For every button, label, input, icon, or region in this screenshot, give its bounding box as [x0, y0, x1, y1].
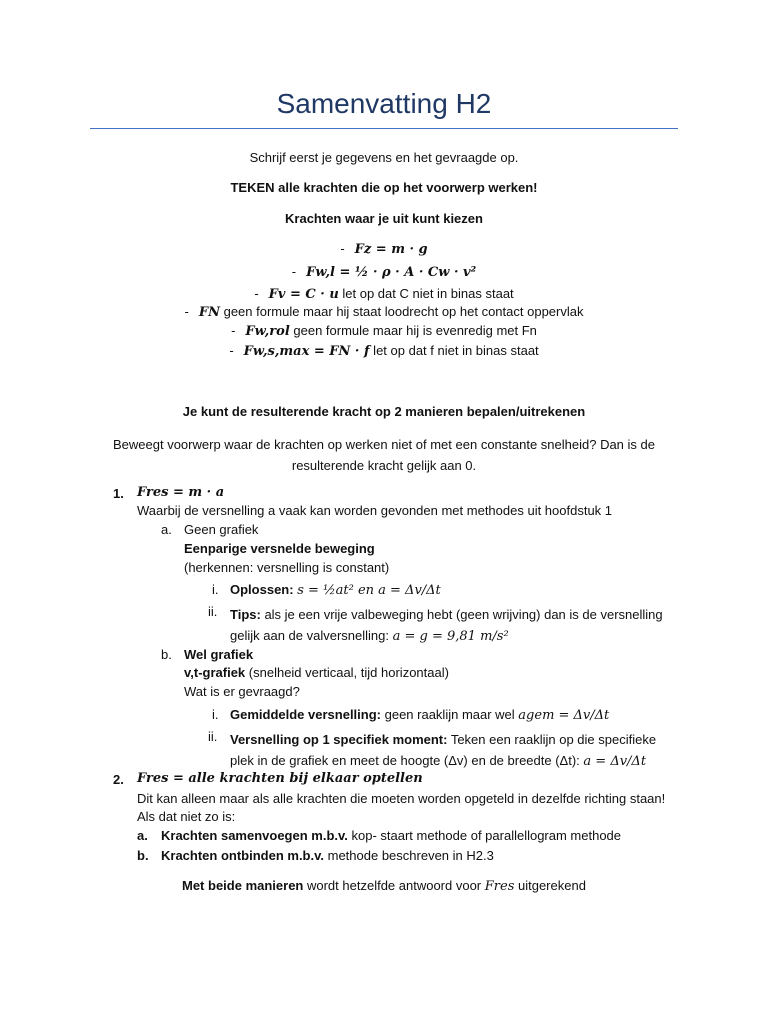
item-1-number: 1. [113, 486, 124, 501]
force-formula: Fw,l = ½ · ρ · A · Cw · v² [306, 265, 477, 280]
force-note: let op dat f niet in binas staat [369, 343, 539, 358]
item-1a-ii-text [230, 604, 678, 647]
item-1b-i-bold: Gemiddelde versnelling: [230, 707, 381, 722]
item-1b-i-label: i. [212, 707, 219, 722]
force-formula: Fw,rol [245, 324, 290, 339]
item-1a-label: a. [161, 522, 172, 537]
force-item [0, 304, 768, 320]
force-item [0, 286, 768, 302]
item-1b-vt-bold: v,t-grafiek [184, 665, 246, 680]
intro-line-1: Schrijf eerst je gegevens en het gevraagde op. [249, 150, 519, 165]
item-2a-text: kop- staart methode of parallellogram methode [347, 828, 622, 843]
item-2-formula: Fres = alle krachten bij elkaar optellen [137, 771, 423, 786]
item-1a-ii-bold: Tips: [230, 607, 261, 622]
item-1-description: Waarbij de versnelling a vaak kan worden gevonden met methodes uit hoofdstuk 1 [137, 503, 613, 518]
question-paragraph: Beweegt voorwerp waar de krachten op werken niet of met een constante snelheid? Dan is de resulterende kracht gelijk aan 0. [113, 437, 655, 473]
item-1b-ii-bold: Versnelling op 1 specifiek moment: [230, 732, 448, 747]
item-1a-i-label: i. [212, 582, 219, 597]
item-2a-line [161, 828, 621, 843]
item-1b-vt-text: (snelheid verticaal, tijd horizontaal) [245, 665, 449, 680]
item-1b-label: b. [161, 647, 172, 662]
item-1b-vt-line [184, 665, 449, 680]
item-1b-ii-text [230, 729, 680, 772]
methods-heading: Je kunt de resulterende kracht op 2 manieren bepalen/uitrekenen [182, 404, 586, 419]
list-dash: - [229, 343, 234, 358]
item-2-line-2: Als dat niet zo is: [137, 809, 236, 824]
page-title: Samenvatting H2 [276, 88, 492, 119]
force-note: geen formule maar hij staat loodrecht op het contact oppervlak [219, 304, 584, 319]
intro-line-2: TEKEN alle krachten die op het voorwerp werken! [230, 180, 538, 195]
list-dash: - [254, 286, 259, 301]
item-2b-line [161, 848, 494, 863]
force-formula: FN [198, 305, 220, 320]
conclusion-bold: Met beide manieren [182, 878, 304, 893]
item-1a-i-bold: Oplossen: [230, 582, 294, 597]
item-1b-ii-label: ii. [208, 729, 218, 744]
force-formula: Fw,s,max = FN · f [243, 344, 370, 359]
item-2-line-1: Dit kan alleen maar als alle krachten die moeten worden opgeteld in dezelfde richting staan! [137, 791, 666, 806]
item-1-formula: Fres = m · a [137, 485, 225, 500]
item-1b-i-line [230, 707, 609, 723]
force-note: geen formule maar hij is evenredig met Fn [289, 323, 537, 338]
item-1a-bold: Eenparige versnelde beweging [184, 541, 375, 556]
force-note: let op dat C niet in binas staat [338, 286, 514, 301]
force-item [0, 264, 768, 280]
force-formula: Fv = C · u [268, 287, 339, 302]
list-dash: - [231, 323, 236, 338]
force-formula: Fz = m · g [354, 242, 428, 257]
item-1b-ii-formula: a = Δv/Δt [583, 754, 647, 769]
title-divider [90, 128, 678, 129]
item-1b-i-body: geen raaklijn maar wel [381, 707, 519, 722]
item-1b-title: Wel grafiek [184, 647, 254, 662]
item-2a-label: a. [137, 828, 148, 843]
item-2b-text: methode beschreven in H2.3 [324, 848, 494, 863]
item-2a-bold: Krachten samenvoegen m.b.v. [161, 828, 348, 843]
conclusion-text: wordt hetzelfde antwoord voor [303, 878, 485, 893]
item-1a-note: (herkennen: versnelling is constant) [184, 560, 390, 575]
list-dash: - [291, 264, 297, 279]
item-2b-bold: Krachten ontbinden m.b.v. [161, 848, 324, 863]
force-item [0, 323, 768, 339]
item-1a-i-line [230, 582, 441, 598]
item-1a-ii-body: als je een vrije valbeweging hebt (geen wrijving) dan is de versnelling gelijk aan de valversnelling: [230, 607, 663, 643]
item-1a-ii-label: ii. [208, 604, 218, 619]
item-1b-ask: Wat is er gevraagd? [184, 684, 300, 699]
force-item [0, 343, 768, 359]
item-2b-label: b. [137, 848, 149, 863]
intro-line-3: Krachten waar je uit kunt kiezen [285, 211, 483, 226]
item-1a-i-formula: s = ½at² en a = Δv/Δt [297, 583, 441, 598]
list-dash: - [340, 241, 345, 256]
item-1b-i-formula: agem = Δv/Δt [518, 708, 610, 723]
force-item [0, 241, 768, 257]
list-dash: - [184, 304, 189, 319]
item-2-number: 2. [113, 772, 124, 787]
conclusion-formula: Fres [484, 879, 515, 894]
item-1a-title: Geen grafiek [184, 522, 259, 537]
conclusion-line [182, 878, 586, 894]
conclusion-end: uitgerekend [514, 878, 586, 893]
item-1b-ii-body: Teken een raaklijn op die specifieke plek in de grafiek en meet de hoogte (Δv) en de breedte (Δt): [230, 732, 657, 768]
item-1a-ii-formula: a = g = 9,81 m/s² [392, 629, 509, 644]
